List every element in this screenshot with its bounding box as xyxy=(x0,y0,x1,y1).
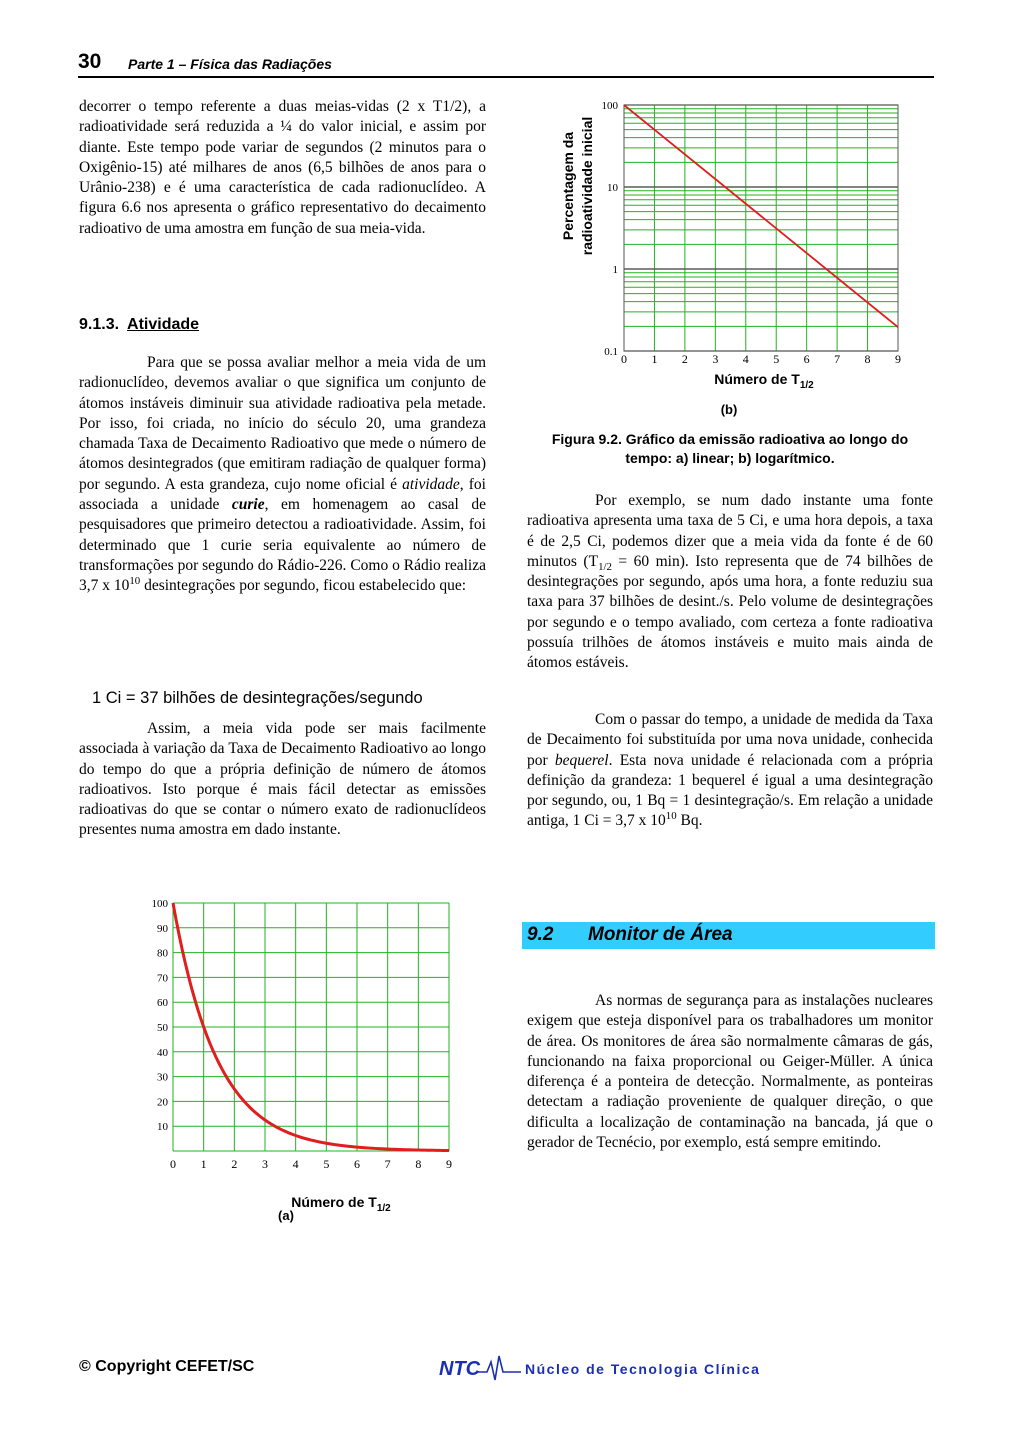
x-tick-label: 8 xyxy=(415,1157,422,1171)
text-run: , foi associada a unidade xyxy=(79,475,486,514)
subscript: 1/2 xyxy=(598,560,612,573)
left-paragraph-3: Assim, a meia vida pode ser mais facilmente associada à variação da Taxa de Decaimento Radioativo ao longo do tempo do que a própria definição de número de átomos radioativos. Isto porque é mais fácil detectar as emissões radioativas do que se contar o número exato de radionuclídeos presentes numa amostra em dado instante. xyxy=(79,720,486,839)
curie-formula: 1 Ci = 37 bilhões de desintegrações/segundo xyxy=(92,689,423,707)
exponent: 10 xyxy=(665,810,677,823)
x-tick-label: 0 xyxy=(170,1157,176,1171)
section-heading-atividade xyxy=(79,316,199,334)
page-number: 30 xyxy=(78,50,102,73)
chart-b-ylabel-1: Percentagem da xyxy=(560,131,576,241)
chart-b-label: (b) xyxy=(720,402,738,417)
term-curie: curie xyxy=(231,496,265,514)
chart-b-xlabel-text: Número de T xyxy=(714,371,800,387)
chart-b-xlabel-sub: 1/2 xyxy=(799,380,814,391)
chart-b-ylabel xyxy=(559,76,597,296)
term-bequerel: bequerel xyxy=(554,751,609,769)
x-tick-label: 3 xyxy=(712,352,719,366)
running-header-part: Parte 1 – xyxy=(128,56,191,72)
text-run: Para que se possa avaliar melhor a meia vida de um radionuclídeo, devemos avaliar o que significa um conjunto de átomos instáveis diminuir sua atividade radioativa pela metade. Por isso, foi criada, no início do século 20, uma grandeza chamada Taxa de Decaimento Radioativo que mede o número de átomos desintegrados (que emitiram radiação de qualquer forma) por segundo. A esta grandeza, cujo nome oficial é xyxy=(79,354,486,493)
y-tick-label: 100 xyxy=(601,100,618,112)
x-tick-label: 1 xyxy=(651,352,658,366)
x-tick-label: 3 xyxy=(262,1157,268,1171)
y-tick-label: 0.1 xyxy=(604,346,618,358)
text-run: Por exemplo, se num dado instante uma fonte radioativa apresenta uma taxa de 5 Ci, e uma hora depois, a taxa é de 2,5 Ci, podemos dizer que a meia vida da fonte é de 60 minutos (T xyxy=(527,492,933,570)
chart-a-xlabel-text: Número de T xyxy=(291,1194,377,1210)
footer-organization: Núcleo de Tecnologia Clínica xyxy=(525,1361,761,1377)
logo-text: NTC xyxy=(439,1358,481,1380)
text-run: = 60 min). Isto representa que de 74 bilhões de desintegrações por segundo, após uma hora, a fonte reduziu sua taxa para 37 bilhões de desint./s. Pelo volume de desintegrações por segundo e o tempo avaliado, com certeza a fonte radioativa possuía trilhões de átomos instáveis e muito mais ainda de átomos estáveis. xyxy=(527,552,934,672)
y-tick-label: 20 xyxy=(157,1096,168,1109)
footer-copyright: © Copyright CEFET/SC xyxy=(79,1358,255,1375)
x-tick-label: 2 xyxy=(681,352,688,366)
x-tick-label: 0 xyxy=(621,352,627,366)
text-run: . Esta nova unidade é relacionada com a própria definição da grandeza: 1 bequerel é igual a uma desintegração por segundo, ou, 1 Bq = 1 desintegração/s. Em relação a unidade antiga, 1 Ci = 3,7 x 10 xyxy=(527,751,933,830)
x-tick-label: 9 xyxy=(446,1157,452,1171)
chart-a-xlabel xyxy=(291,1194,391,1214)
chart-b-plot xyxy=(602,100,902,366)
text-run: Com o passar do tempo, a unidade de medida da Taxa de Decaimento foi substituída por uma nova unidade, conhecida por xyxy=(527,711,933,769)
x-tick-label: 6 xyxy=(354,1157,360,1171)
text-run: , em homenagem ao casal de pesquisadores que primeiro detectou a radioatividade. Assim, foi determinado que 1 curie seria equivalente ao número de transformações por segundo do Rádio-226. Como o Rádio realiza 3,7 x 10 xyxy=(79,496,486,595)
chart-b-log xyxy=(550,95,910,425)
x-tick-label: 4 xyxy=(292,1157,299,1171)
y-tick-label: 1 xyxy=(612,264,618,276)
text-run: desintegrações por segundo, ficou estabelecido que: xyxy=(140,577,467,595)
y-tick-label: 30 xyxy=(157,1071,168,1084)
exponent: 10 xyxy=(129,575,141,588)
section-number: 9.1.3. xyxy=(79,316,120,333)
y-tick-label: 50 xyxy=(157,1022,168,1034)
text-run: Bq. xyxy=(676,812,703,830)
x-tick-label: 4 xyxy=(742,352,749,366)
y-tick-label: 10 xyxy=(607,182,618,194)
section-heading-monitor xyxy=(522,922,935,949)
y-tick-label: 40 xyxy=(157,1046,168,1059)
chart-a-linear xyxy=(100,893,470,1233)
x-tick-label: 6 xyxy=(803,352,810,366)
running-header-title: Física das Radiações xyxy=(190,56,332,72)
right-paragraph-1 xyxy=(527,491,933,674)
chart-a-xlabel-sub: 1/2 xyxy=(376,1203,391,1214)
chart-b-ylabel-2: radioatividade inicial xyxy=(579,116,595,256)
x-tick-label: 7 xyxy=(834,352,841,366)
x-tick-label: 9 xyxy=(895,352,901,366)
y-tick-label: 10 xyxy=(157,1121,168,1134)
term-atividade: atividade xyxy=(402,475,460,493)
ntc-logo xyxy=(433,1348,523,1388)
running-header xyxy=(128,56,332,72)
x-tick-label: 5 xyxy=(773,352,780,366)
y-tick-label: 80 xyxy=(157,947,168,960)
left-paragraph-2 xyxy=(79,353,486,597)
section-title: Monitor de Área xyxy=(588,924,733,945)
right-paragraph-2 xyxy=(527,710,933,832)
right-paragraph-3: As normas de segurança para as instalações nucleares exigem que esteja disponível para os trabalhadores um monitor de área. Os monitores de área são normalmente câmaras de gás, funcionando na faixa proporcional ou Geiger-Müller. A única diferença é a ponteira de detecção. Normalmente, as ponteiras detectam a radiação proveniente de qualquer direção, o que dificulta a localização de contaminação na bancada, já que o gerador de Tecnécio, por exemplo, está sempre emitindo. xyxy=(527,992,933,1152)
left-paragraph-1: decorrer o tempo referente a duas meias-vidas (2 x T1/2), a radioatividade será reduzida a ¼ do valor inicial, e assim por diante. Este tempo pode variar de segundos (2 minutos para o Oxigênio-15) até milhares de anos (6,5 bilhões de anos para o Urânio-238) e é uma característica de cada radionuclídeo. A figura 6.6 nos apresenta o gráfico representativo do decaimento radioativo de uma amostra em função de sua meia-vida. xyxy=(79,98,486,237)
section-title: Atividade xyxy=(127,316,200,333)
y-tick-label: 70 xyxy=(157,972,168,985)
figure-caption: Figura 9.2. Gráfico da emissão radioativa ao longo do tempo: a) linear; b) logarítmico. xyxy=(551,431,909,466)
y-tick-label: 90 xyxy=(157,922,168,935)
x-tick-label: 5 xyxy=(323,1157,330,1171)
x-tick-label: 8 xyxy=(864,352,871,366)
chart-a-plot xyxy=(152,898,453,1171)
heartbeat-line xyxy=(477,1356,521,1380)
chart-a-label: (a) xyxy=(278,1208,294,1223)
plot-frame xyxy=(624,105,898,351)
x-tick-label: 2 xyxy=(231,1157,238,1171)
x-tick-label: 1 xyxy=(200,1157,207,1171)
y-tick-label: 100 xyxy=(151,898,168,910)
section-number: 9.2 xyxy=(527,924,554,945)
y-tick-label: 60 xyxy=(157,997,168,1010)
x-tick-label: 7 xyxy=(384,1157,391,1171)
chart-b-xlabel xyxy=(714,371,814,391)
header-rule xyxy=(78,76,934,78)
